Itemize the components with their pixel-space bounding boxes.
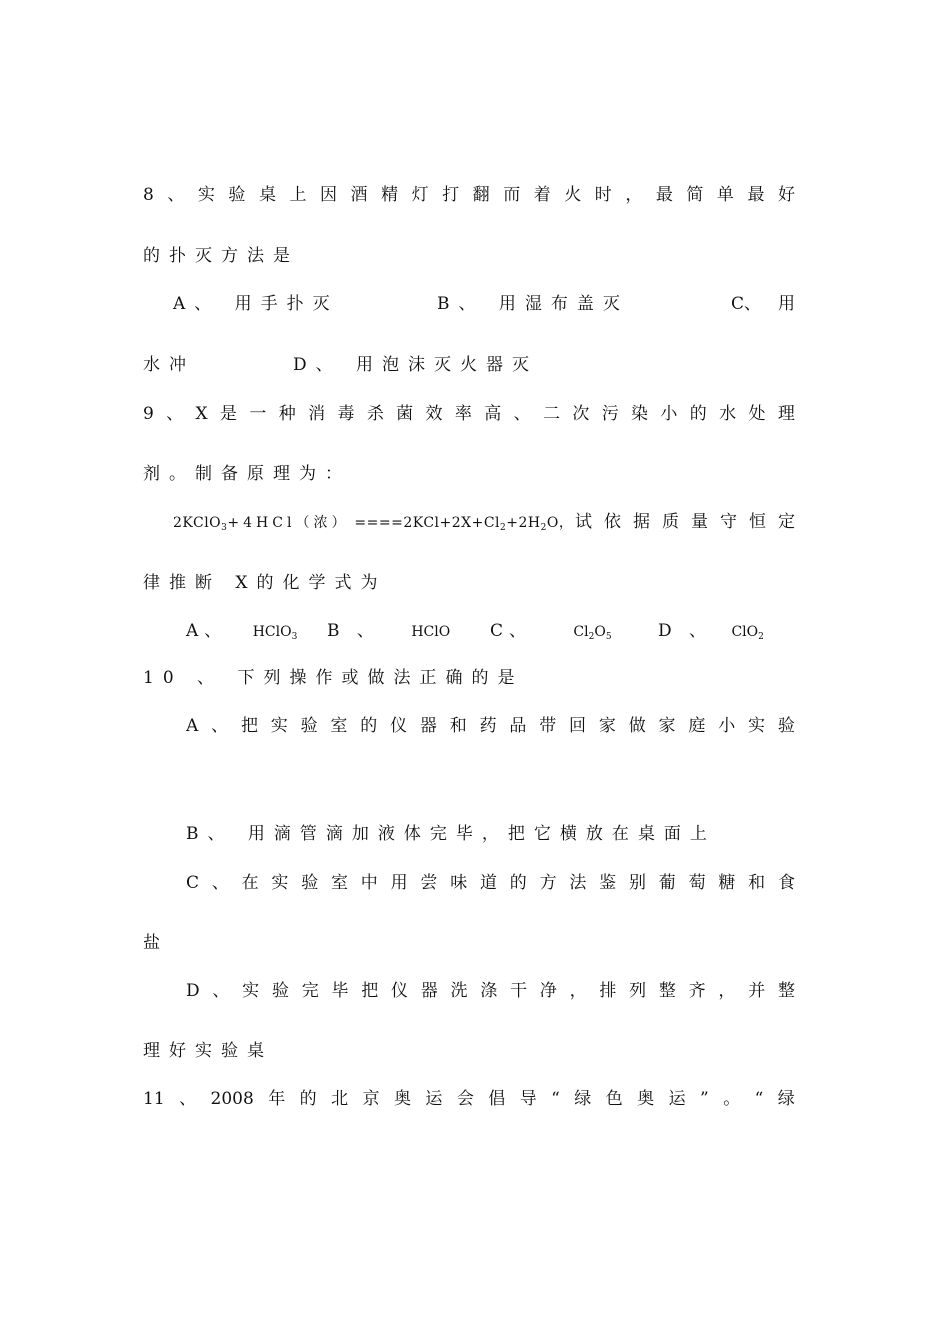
- glyph: 仪: [390, 716, 408, 736]
- glyph: 、: [513, 404, 531, 424]
- glyph: A: [186, 716, 199, 736]
- glyph: 萄: [688, 873, 706, 893]
- glyph: 消: [308, 404, 326, 424]
- q10-option-a: [186, 715, 795, 737]
- glyph: 、: [166, 404, 184, 424]
- glyph: 效: [425, 404, 443, 424]
- glyph: 污: [601, 404, 619, 424]
- glyph: 实: [197, 185, 215, 205]
- glyph: 实: [748, 716, 766, 736]
- glyph: 味: [450, 873, 468, 893]
- glyph: D: [186, 981, 200, 1001]
- glyph: 染: [631, 404, 649, 424]
- q9-option-b: B 、 HClO: [327, 621, 451, 641]
- glyph: 灯: [411, 185, 429, 205]
- glyph: 在: [241, 873, 259, 893]
- glyph: 次: [572, 404, 590, 424]
- q10-option-d-continued: 理好实验桌: [143, 1041, 273, 1061]
- glyph: 是: [220, 404, 238, 424]
- glyph: C: [186, 873, 200, 893]
- glyph: 的: [689, 404, 707, 424]
- chemical-equation: 2KClO$_3$+4HCl（浓） $====2KCl+2X+Cl_2+2H_2O$，: [173, 515, 574, 533]
- glyph: 、: [211, 716, 229, 736]
- glyph: 一: [249, 404, 267, 424]
- glyph: 道: [479, 873, 497, 893]
- glyph: 11: [143, 1089, 165, 1109]
- glyph: 绿: [777, 1089, 795, 1109]
- glyph: 处: [748, 404, 766, 424]
- glyph: 着: [533, 185, 551, 205]
- glyph: 方: [539, 873, 557, 893]
- glyph: 倡: [488, 1089, 506, 1109]
- q8-option-b: B、 用湿布盖灭: [437, 294, 629, 314]
- q9-option-b-formula: HClO: [411, 624, 451, 640]
- glyph: 验: [300, 716, 318, 736]
- glyph: 实: [271, 873, 289, 893]
- glyph: 北: [331, 1089, 349, 1109]
- glyph: 验: [271, 981, 289, 1001]
- glyph: 水: [719, 404, 737, 424]
- glyph: 上: [289, 185, 307, 205]
- glyph: 高: [484, 404, 502, 424]
- glyph: 净: [539, 981, 557, 1001]
- glyph: 的: [299, 1089, 317, 1109]
- glyph: 葡: [658, 873, 676, 893]
- glyph: 、: [167, 185, 185, 205]
- glyph: 奥: [393, 1089, 411, 1109]
- glyph: 品: [509, 716, 527, 736]
- glyph: 打: [442, 185, 460, 205]
- glyph: 洗: [450, 981, 468, 1001]
- q9-equation-tail: 试依据质量守恒定: [575, 512, 807, 532]
- glyph: 率: [454, 404, 472, 424]
- glyph: 验: [228, 185, 246, 205]
- glyph: 室: [331, 873, 348, 893]
- glyph: 菌: [396, 404, 414, 424]
- q9-equation-line: [173, 511, 807, 534]
- glyph: 、: [211, 873, 229, 893]
- glyph: 家: [658, 716, 676, 736]
- glyph: 实: [270, 716, 288, 736]
- glyph: 中: [360, 873, 378, 893]
- glyph: ，: [569, 981, 587, 1001]
- q9-option-a: A、 HClO$_3$: [186, 621, 298, 642]
- glyph: 并: [748, 981, 766, 1001]
- glyph: 庭: [688, 716, 706, 736]
- glyph: 年: [268, 1089, 286, 1109]
- glyph: 把: [361, 981, 379, 1001]
- glyph: 绿: [574, 1089, 592, 1109]
- glyph: 的: [509, 873, 527, 893]
- glyph: 好: [777, 185, 795, 205]
- glyph: 8: [143, 185, 154, 205]
- glyph: 、: [212, 981, 230, 1001]
- glyph: 、: [179, 1089, 197, 1109]
- q8-option-c-text: 用: [778, 294, 795, 314]
- glyph: ，: [625, 185, 643, 205]
- glyph: 因: [320, 185, 338, 205]
- glyph: 理: [777, 404, 795, 424]
- glyph: 2008: [210, 1089, 254, 1109]
- glyph: 种: [278, 404, 296, 424]
- glyph: 完: [301, 981, 319, 1001]
- glyph: 仪: [391, 981, 408, 1001]
- glyph: 齐: [688, 981, 706, 1001]
- glyph: 奥: [637, 1089, 655, 1109]
- glyph: 运: [425, 1089, 443, 1109]
- glyph: 火: [564, 185, 582, 205]
- glyph: 的: [360, 716, 378, 736]
- glyph: 会: [456, 1089, 474, 1109]
- glyph: 。: [723, 1089, 741, 1109]
- glyph: 别: [628, 873, 646, 893]
- glyph: 毒: [337, 404, 355, 424]
- glyph: “: [754, 1089, 764, 1109]
- glyph: 室: [330, 716, 348, 736]
- q8-option-c: [731, 293, 795, 315]
- glyph: 器: [420, 981, 438, 1001]
- glyph: 排: [599, 981, 617, 1001]
- glyph: X: [195, 404, 208, 424]
- glyph: “: [551, 1089, 560, 1109]
- q8-line-1: [143, 184, 795, 206]
- glyph: 把: [240, 716, 258, 736]
- glyph: 整: [658, 981, 676, 1001]
- glyph: 器: [419, 716, 437, 736]
- glyph: ，: [718, 981, 736, 1001]
- glyph: ”: [700, 1089, 709, 1109]
- glyph: 实: [242, 981, 260, 1001]
- glyph: 简: [686, 185, 704, 205]
- glyph: 二: [542, 404, 560, 424]
- q9-option-d-formula: ClO$_2$: [731, 624, 764, 642]
- q9-line-4: 律推断 X的化学式为: [143, 573, 387, 593]
- glyph: 家: [598, 716, 616, 736]
- q9-option-c-formula: $Cl_2O_5$: [573, 624, 612, 642]
- q10-option-c-continued: 盐: [143, 933, 160, 953]
- glyph: 涤: [480, 981, 498, 1001]
- q8-option-d: D、 用泡沫灭火器灭: [293, 355, 539, 375]
- glyph: 和: [449, 716, 467, 736]
- q10-option-d: [186, 980, 795, 1002]
- glyph: 验: [777, 716, 795, 736]
- glyph: 和: [748, 873, 766, 893]
- q10-option-c: [186, 872, 795, 894]
- glyph: 单: [716, 185, 734, 205]
- glyph: 桌: [258, 185, 276, 205]
- q10-line-1: 10 、 下列操作或做法正确的是: [143, 668, 524, 688]
- glyph: 做: [628, 716, 646, 736]
- glyph: 9: [143, 404, 154, 424]
- glyph: 色: [605, 1089, 623, 1109]
- glyph: 验: [301, 873, 319, 893]
- glyph: 毕: [331, 981, 349, 1001]
- glyph: 整: [777, 981, 795, 1001]
- glyph: 用: [390, 873, 408, 893]
- glyph: 时: [594, 185, 612, 205]
- glyph: 小: [660, 404, 678, 424]
- glyph: 糖: [718, 873, 736, 893]
- glyph: 最: [747, 185, 765, 205]
- glyph: 小: [718, 716, 736, 736]
- glyph: 杀: [366, 404, 384, 424]
- q9-line-1: [143, 403, 795, 425]
- glyph: 鉴: [599, 873, 617, 893]
- glyph: 运: [668, 1089, 686, 1109]
- glyph: 导: [519, 1089, 537, 1109]
- glyph: 药: [479, 716, 497, 736]
- q10-option-b: B、 用滴管滴加液体完毕，把它横放在桌面上: [186, 824, 716, 844]
- glyph: 而: [503, 185, 521, 205]
- glyph: 翻: [472, 185, 490, 205]
- glyph: 列: [629, 981, 647, 1001]
- q9-option-c: C、 $Cl_2O_5$: [490, 621, 612, 642]
- q8-line-4: 水冲: [143, 355, 195, 375]
- glyph: 干: [510, 981, 528, 1001]
- glyph: 回: [569, 716, 587, 736]
- glyph: 最: [655, 185, 673, 205]
- q9-option-a-formula: HClO$_3$: [252, 624, 298, 642]
- q9-option-d: D 、 ClO$_2$: [658, 621, 764, 642]
- glyph: 带: [539, 716, 557, 736]
- glyph: 酒: [350, 185, 368, 205]
- glyph: 尝: [420, 873, 438, 893]
- q8-option-a: A、 用手扑灭: [173, 294, 339, 314]
- q8-option-c-label: C、: [731, 294, 762, 314]
- glyph: 京: [362, 1089, 380, 1109]
- glyph: 精: [381, 185, 399, 205]
- q9-line-2: 剂。制备原理为：: [143, 464, 351, 484]
- glyph: 食: [777, 873, 795, 893]
- q8-line-2: 的扑灭方法是: [143, 246, 299, 266]
- glyph: 法: [569, 873, 587, 893]
- q11-line-1: [143, 1088, 795, 1110]
